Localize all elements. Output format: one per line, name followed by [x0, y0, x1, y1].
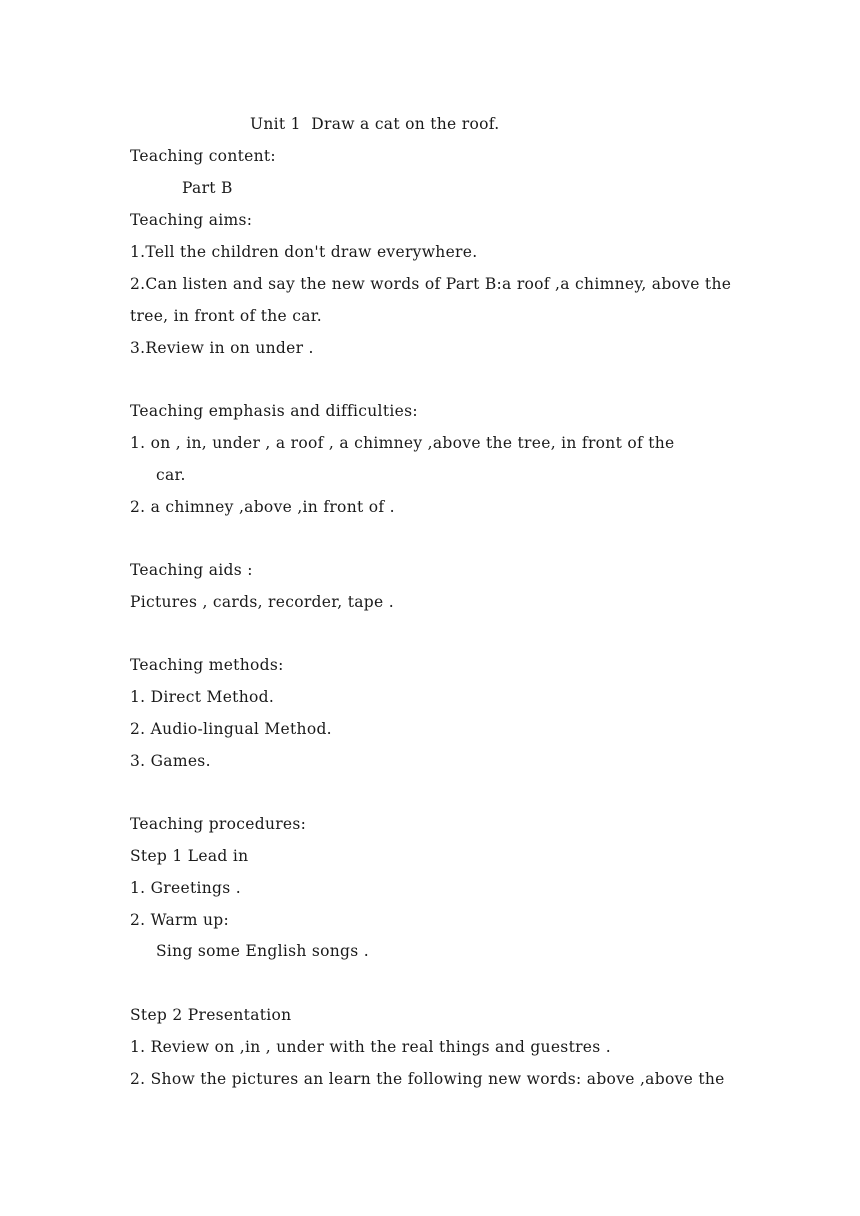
step2-item: 2. Show the pictures an learn the following new words: above ,above the	[130, 1070, 725, 1088]
aims-item: 2.Can listen and say the new words of Part B:a roof ,a chimney, above the	[130, 275, 732, 293]
methods-item: 2. Audio-lingual Method.	[130, 720, 332, 738]
teaching-aims-label: Teaching aims:	[130, 211, 253, 229]
aims-item-continuation: tree, in front of the car.	[130, 307, 322, 325]
emphasis-item: 2. a chimney ,above ,in front of .	[130, 498, 395, 516]
step1-heading: Step 1 Lead in	[130, 847, 249, 865]
aims-item: 1.Tell the children don't draw everywhere.	[130, 243, 478, 261]
step2-item: 1. Review on ,in , under with the real things and guestres .	[130, 1038, 611, 1056]
document-title: Unit 1 Draw a cat on the roof.	[250, 115, 500, 133]
step1-item-detail: Sing some English songs .	[156, 942, 369, 960]
aims-item: 3.Review in on under .	[130, 339, 314, 357]
teaching-aids-label: Teaching aids :	[130, 561, 253, 579]
teaching-methods-label: Teaching methods:	[130, 656, 284, 674]
emphasis-item-continuation: car.	[156, 466, 186, 484]
teaching-aids-value: Pictures , cards, recorder, tape .	[130, 593, 394, 611]
step2-heading: Step 2 Presentation	[130, 1006, 292, 1024]
teaching-procedures-label: Teaching procedures:	[130, 815, 307, 833]
methods-item: 1. Direct Method.	[130, 688, 275, 706]
emphasis-item: 1. on , in, under , a roof , a chimney ,above the tree, in front of the	[130, 434, 675, 452]
teaching-content-label: Teaching content:	[130, 147, 276, 165]
methods-item: 3. Games.	[130, 752, 211, 770]
step1-item: 1. Greetings .	[130, 879, 241, 897]
teaching-content-value: Part B	[182, 179, 233, 197]
step1-item: 2. Warm up:	[130, 911, 230, 929]
emphasis-label: Teaching emphasis and difficulties:	[130, 402, 418, 420]
